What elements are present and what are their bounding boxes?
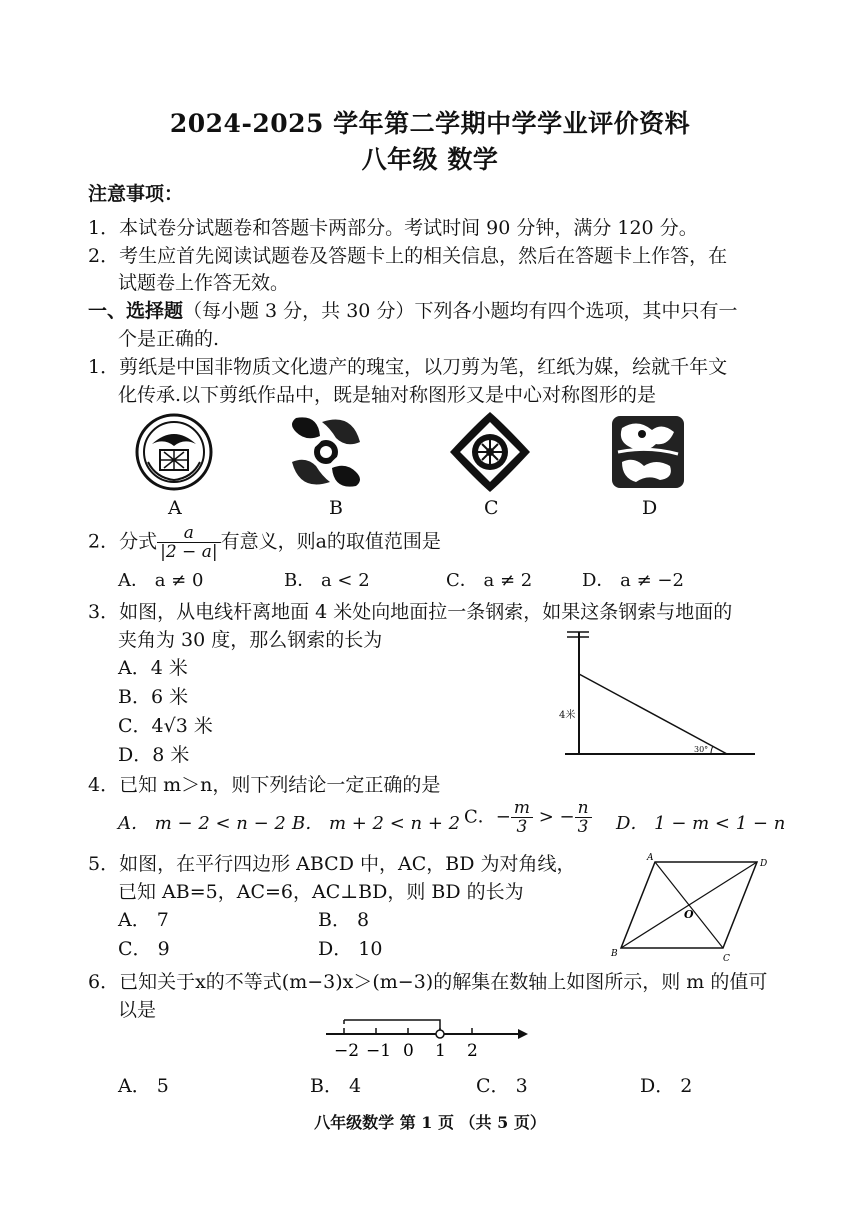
q5-option-b: B． 8 [318,909,370,931]
q3-option-a: A．4 米 [118,657,188,679]
notice-heading: 注意事项： [88,183,184,205]
section-1-desc: （每小题 3 分，共 30 分）下列各小题均有四个选项，其中只有一 [183,300,738,322]
vertex-label-b: B [611,949,618,959]
q6-option-c: C． 3 [476,1075,528,1097]
q4-option-c-label: C． [464,806,496,828]
page-subtitle: 八年级 数学 [361,145,499,174]
q5-option-d: D． 10 [318,938,383,960]
q1-option-c-label: C [484,497,499,519]
q4-option-c-frac-2 [575,799,592,836]
q6-number-line [318,1010,528,1066]
q2-prefix: 2．分式 [88,530,158,553]
q4-option-b: B． m + 2 < n + 2 [292,813,461,834]
q4-line-1: 4．已知 m＞n，则下列结论一定正确的是 [88,774,441,796]
q2-stem [88,524,441,561]
section-1-header [88,297,737,325]
q1-option-b-label: B [329,497,343,519]
q3-option-d: D．8 米 [118,744,190,766]
q5-line-1: 5．如图，在平行四边形 ABCD 中，AC，BD 为对角线， [88,853,576,875]
q3-option-c: C．4√3 米 [118,715,213,737]
tick-label-1: 1 [435,1041,446,1061]
q5-line-2: 已知 AB=5，AC=6，AC⊥BD，则 BD 的长为 [118,881,524,903]
q4-option-c-frac-1 [511,799,533,836]
section-1-label: 一、选择题 [88,300,184,322]
number-line-arrow [518,1029,528,1039]
q1-line-1: 1．剪纸是中国非物质文化遗产的瑰宝，以刀剪为笔，红纸为媒，绘就千年文 [88,356,728,378]
q6-option-a: A． 5 [118,1075,169,1097]
angle-label: 30° [694,745,709,754]
notice-item-2-cont: 试题卷上作答无效。 [118,272,290,294]
q2-suffix: 有意义，则a的取值范围是 [220,530,441,553]
cable-line [579,674,727,754]
q5-option-c: C． 9 [118,938,170,960]
vertex-label-d: D [760,859,768,869]
open-circle-at-1 [436,1030,444,1038]
vertex-label-c: C [723,954,730,963]
q4-option-c-den-2: 3 [577,817,589,837]
q2-option-a: A． a ≠ 0 [118,570,204,591]
height-label: 4米 [559,710,576,721]
q4-option-c-num-2: n [575,799,592,818]
notice-item-1: 1．本试卷分试题卷和答题卡两部分。考试时间 90 分钟，满分 120 分。 [88,217,698,239]
q4-option-c-num-1: m [511,799,533,818]
q6-option-b: B． 4 [310,1075,362,1097]
q3-option-b: B．6 米 [118,686,189,708]
tick-label-neg2: −2 [334,1041,360,1061]
solution-bracket [344,1020,440,1030]
q2-fraction-den: |2 − a| [160,542,218,562]
q6-line-1: 6．已知关于x的不等式(m−3)x＞(m−3)的解集在数轴上如图所示，则 m 的值可 [88,971,768,993]
q3-line-1: 3．如图，从电线杆离地面 4 米处向地面拉一条钢索，如果这条钢索与地面的 [88,601,733,623]
page-footer: 八年级数学 第 1 页 （共 5 页） [314,1113,546,1132]
diagonal-bd [621,862,757,948]
section-1-desc-cont: 个是正确的. [118,328,220,350]
papercut-d-image [612,416,684,488]
vertex-label-a: A [647,853,654,863]
papercut-a-image [137,415,211,489]
q4-option-c: C．− $\frac{m}{3}$ > − $\frac{n}{3}$ [464,799,592,836]
q2-fraction-num: a [157,524,220,543]
q5-option-a: A． 7 [118,909,169,931]
angle-arc [711,746,713,754]
papercut-b-image [292,417,360,486]
papercut-c-image [450,412,530,492]
q4-option-d: D． 1 − m < 1 − n [616,813,786,834]
notice-item-2: 2．考生应首先阅读试题卷及答题卡上的相关信息，然后在答题卡上作答，在 [88,245,728,267]
q2-option-d: D． a ≠ −2 [582,570,684,591]
q1-option-d-label: D [642,497,658,519]
tick-label-2: 2 [467,1041,478,1061]
q4-option-c-den-1: 3 [516,817,528,837]
page-title: 2024-2025 学年第二学期中学学业评价资料 [169,109,691,138]
q4-option-a: A． m − 2 < n − 2 [118,813,286,834]
q6-option-d: D． 2 [640,1075,693,1097]
q3-line-2: 夹角为 30 度，那么钢索的长为 [118,629,383,651]
q1-option-a-label: A [168,497,182,519]
q2-option-c: C． a ≠ 2 [446,570,533,591]
q5-parallelogram-figure [605,848,775,963]
q2-option-b: B． a < 2 [284,570,370,591]
q2-fraction [157,524,220,561]
q6-line-2: 以是 [118,999,157,1021]
center-label-o: O [684,908,694,921]
q1-line-2: 化传承.以下剪纸作品中，既是轴对称图形又是中心对称图形的是 [118,384,657,406]
tick-label-neg1: −1 [366,1041,392,1061]
q1-papercut-figures [130,410,730,500]
q3-pole-figure [555,628,760,760]
tick-label-0: 0 [403,1041,414,1061]
